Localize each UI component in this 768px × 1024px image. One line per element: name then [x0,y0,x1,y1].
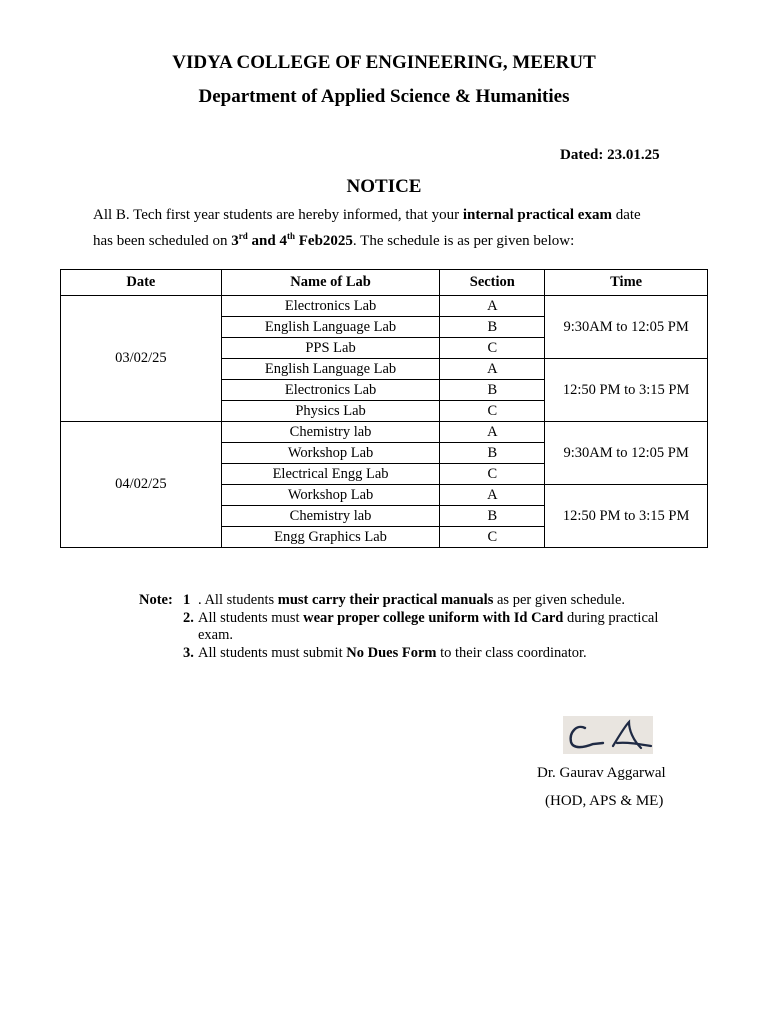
table-row [61,422,708,443]
section-cell: A [440,296,545,317]
header-time: Time [545,270,708,296]
lab-cell: Workshop Lab [221,485,440,506]
note-number: 3. [183,644,194,661]
lab-cell: PPS Lab [221,338,440,359]
section-cell: B [440,380,545,401]
lab-cell: Chemistry lab [221,506,440,527]
section-cell: B [440,317,545,338]
note-bold: wear proper college uniform with Id Card [303,609,564,626]
section-cell: A [440,485,545,506]
date-cell: 04/02/25 [61,422,222,548]
section-cell: A [440,359,545,380]
notice-date: Dated: 23.01.25 [560,147,660,163]
section-cell: C [440,527,545,548]
lab-cell: Electronics Lab [221,380,440,401]
table-row [61,296,708,317]
exam-dates [231,233,353,249]
note-item [183,610,663,645]
time-cell: 9:30AM to 12:05 PM [545,422,708,485]
signature-icon [563,716,653,754]
header-date: Date [61,270,222,296]
section-cell: C [440,338,545,359]
date-month: Feb2025 [295,233,353,249]
intro-line-1 [93,207,641,224]
time-cell: 12:50 PM to 3:15 PM [545,359,708,422]
time-cell: 9:30AM to 12:05 PM [545,296,708,359]
intro-text: All B. Tech first year students are hereby informed, that your [93,207,463,223]
header-lab: Name of Lab [221,270,440,296]
date-suffix: th [286,231,295,241]
section-cell: C [440,464,545,485]
intro-bold: internal practical exam [462,207,612,223]
date-day: 4 [279,233,287,249]
department-name: Department of Applied Science & Humanities [198,86,570,107]
date-suffix: rd [238,231,248,241]
signatory-title: (HOD, APS & ME) [545,793,664,809]
college-name: VIDYA COLLEGE OF ENGINEERING, MEERUT [172,52,596,73]
intro-text: date [611,207,641,223]
intro-text: has been scheduled on [93,233,232,249]
lab-cell: Workshop Lab [221,443,440,464]
note-number: 1 [183,592,191,608]
lab-cell: Chemistry lab [221,422,440,443]
note-bold: must carry their practical manuals [277,592,494,608]
lab-cell: Physics Lab [221,401,440,422]
lab-cell: English Language Lab [221,359,440,380]
note-list [183,592,663,662]
lab-cell: Electronics Lab [221,296,440,317]
intro-text: . The schedule is as per given below: [352,233,575,249]
notice-title: NOTICE [346,176,422,197]
note-item [183,645,663,663]
note-number: 2. [183,609,194,626]
header-section: Section [440,270,545,296]
note-text: . All students [198,592,278,608]
intro-line-2 [93,233,574,250]
lab-cell: English Language Lab [221,317,440,338]
note-item [183,592,663,610]
section-cell: B [440,506,545,527]
date-and: and [247,233,280,249]
note-bold: No Dues Form [346,644,437,661]
date-cell: 03/02/25 [61,296,222,422]
note-text: during practical exam. [198,609,659,643]
note-text: All students must [198,609,304,626]
section-cell: A [440,422,545,443]
section-cell: B [440,443,545,464]
signature-image [563,716,653,754]
time-cell: 12:50 PM to 3:15 PM [545,485,708,548]
note-text: to their class coordinator. [436,644,587,661]
schedule-table [60,269,708,548]
note-text: All students must submit [198,644,347,661]
note-text: as per given schedule. [493,592,626,608]
lab-cell: Engg Graphics Lab [221,527,440,548]
signatory-name: Dr. Gaurav Aggarwal [537,765,666,781]
table-header-row [61,270,708,296]
section-cell: C [440,401,545,422]
date-day: 3 [231,233,239,249]
note-label: Note: [139,592,173,608]
lab-cell: Electrical Engg Lab [221,464,440,485]
